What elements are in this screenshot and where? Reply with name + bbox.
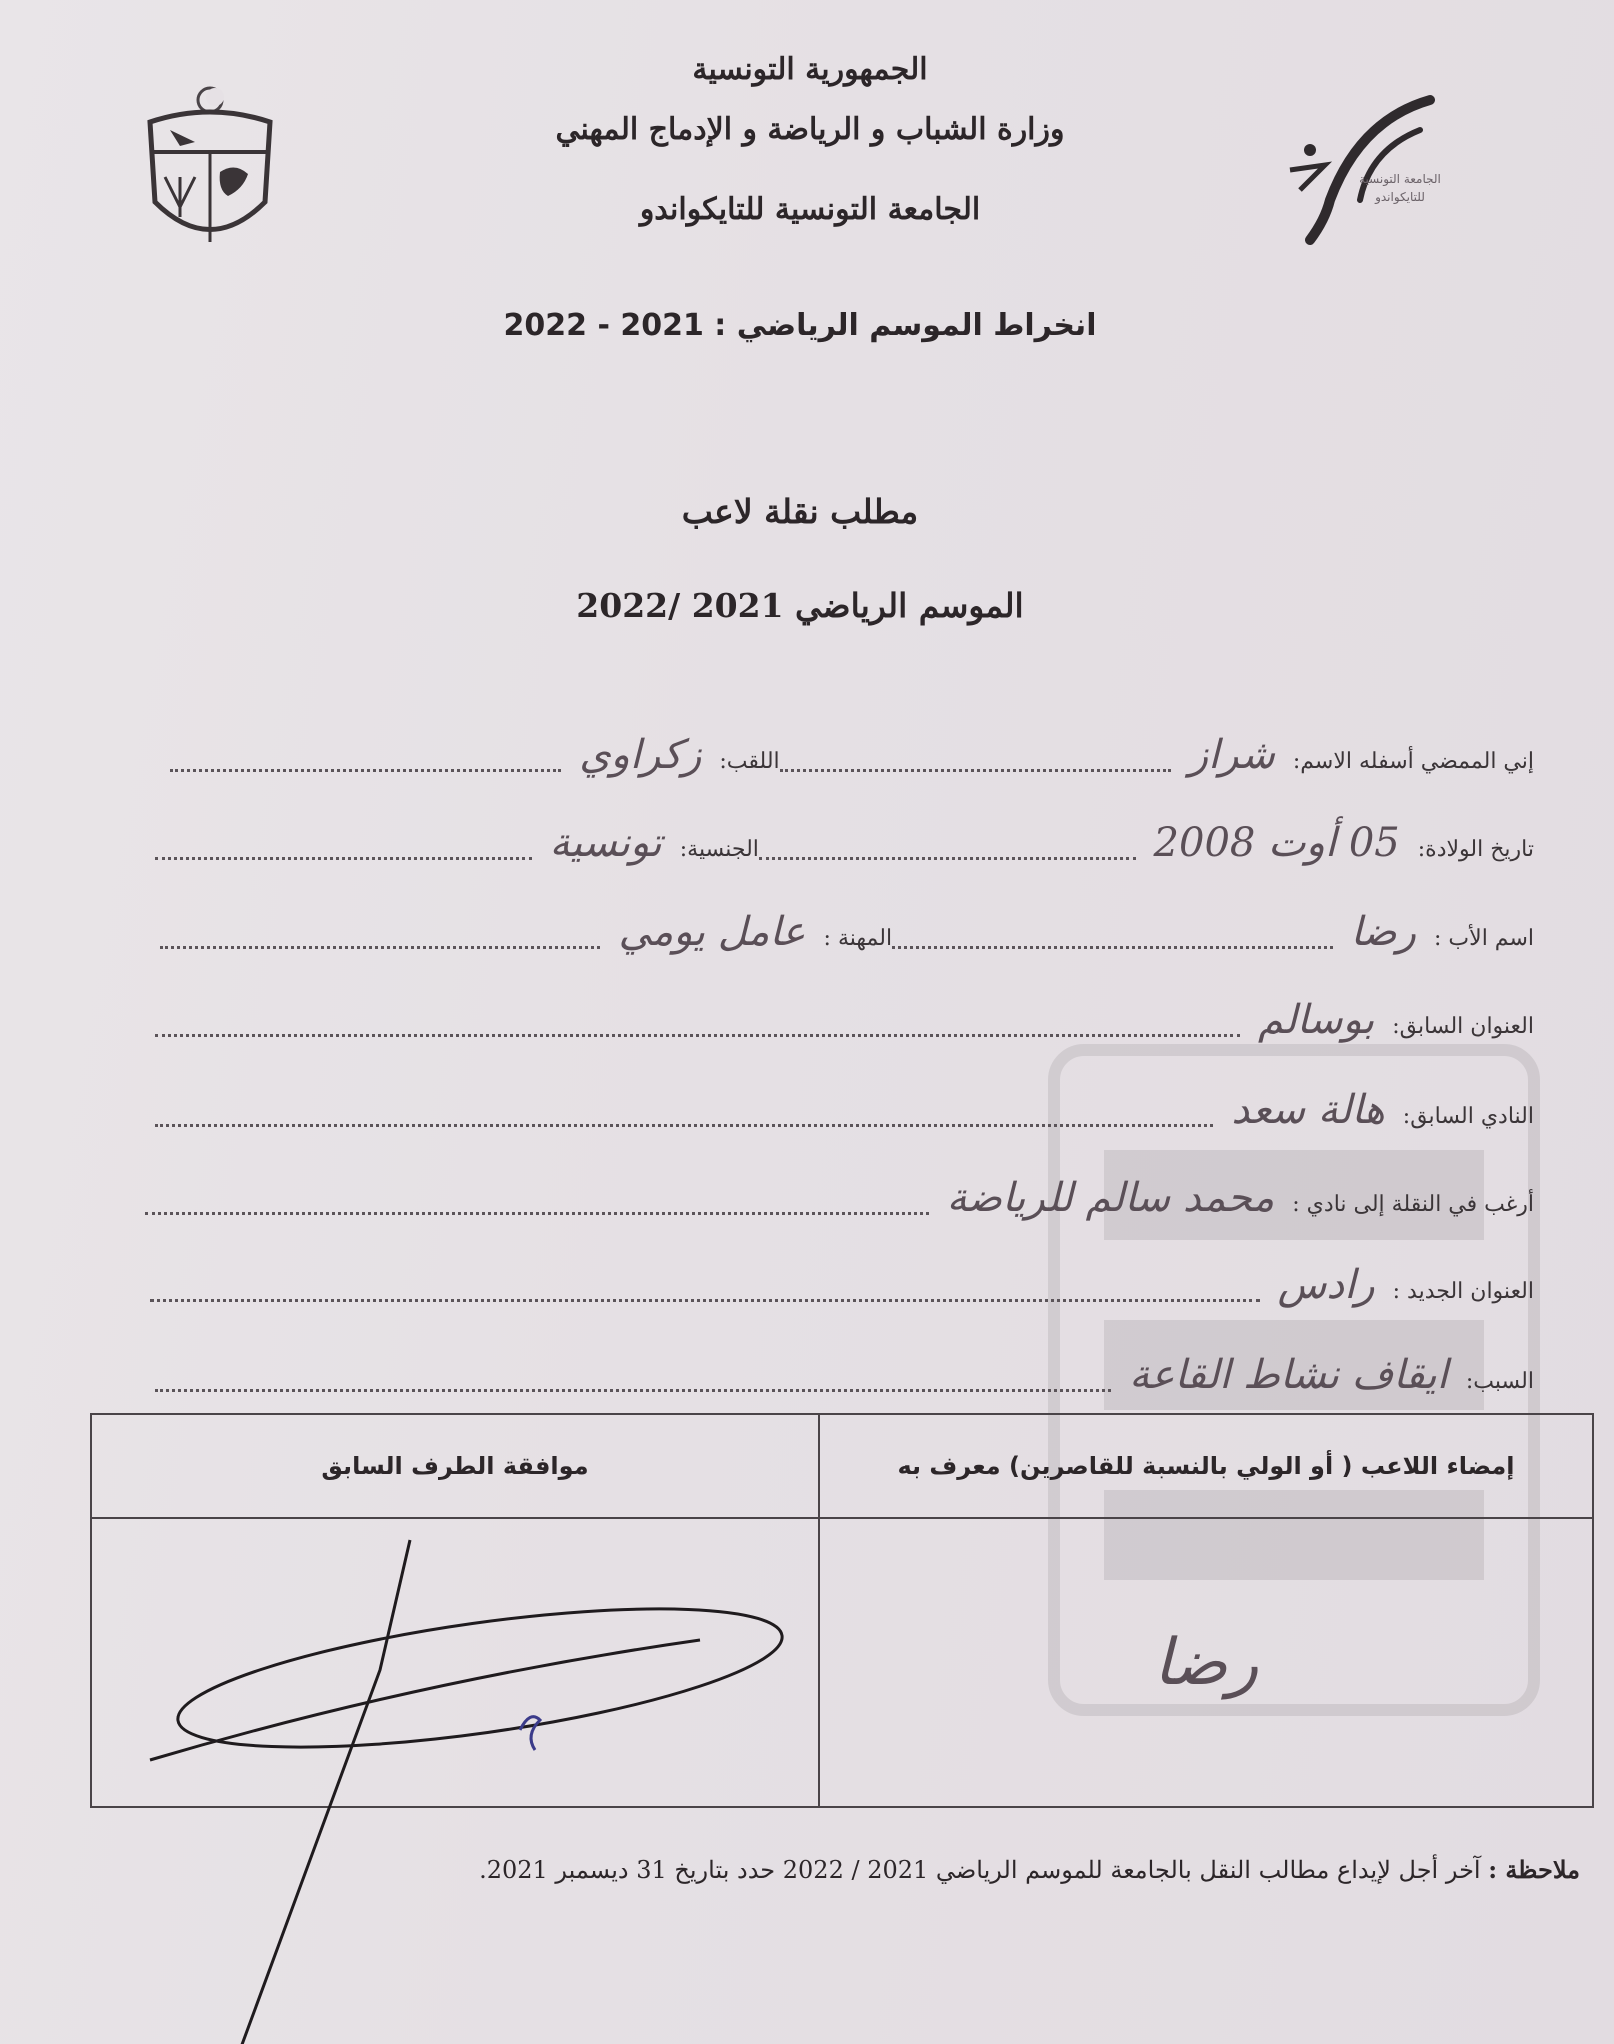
federation-logo-text: الجامعة التونسية للتايكواندو <box>1359 172 1441 204</box>
father-name-value[interactable]: رضا <box>1350 909 1417 955</box>
membership-season: انخراط الموسم الرياضي : 2021 - 2022 <box>503 308 1097 343</box>
player-signature-value: رضا <box>1153 1625 1259 1700</box>
first-name-value[interactable]: شراز <box>1188 732 1275 778</box>
form-season: الموسم الرياضي 2021 /2022 <box>576 586 1024 625</box>
nationality-value[interactable]: تونسية <box>549 820 662 866</box>
transfer-club-value[interactable]: محمد سالم للرياضة <box>946 1175 1275 1221</box>
profession-value[interactable]: عامل يومي <box>618 909 806 955</box>
name-row <box>170 720 1534 780</box>
profession-label: المهنة : <box>823 926 893 951</box>
birth-date-value[interactable]: 05 أوت 2008 <box>1153 820 1400 866</box>
previous-address-label: العنوان السابق: <box>1392 1014 1534 1039</box>
header-republic: الجمهورية التونسية <box>692 52 928 87</box>
first-name-label: إني الممضي أسفله الاسم: <box>1292 749 1534 774</box>
new-address-value[interactable]: رادس <box>1277 1262 1375 1308</box>
coat-of-arms-icon <box>140 82 280 262</box>
previous-club-value[interactable]: هالة سعد <box>1231 1087 1385 1133</box>
last-name-value[interactable]: زكراوي <box>579 732 702 778</box>
previous-party-approval-cell[interactable] <box>91 1518 819 1807</box>
transfer-club-row <box>145 1163 1534 1223</box>
previous-address-value[interactable]: بوسالم <box>1257 997 1375 1043</box>
new-address-row <box>150 1250 1534 1310</box>
note-text: آخر أجل لإيداع مطالب النقل بالجامعة للموسم الرياضي 2021 / 2022 حدد بتاريخ 31 ديسمبر 2021. <box>479 1856 1481 1884</box>
transfer-club-label: أرغب في النقلة إلى نادي : <box>1292 1192 1534 1217</box>
header-federation: الجامعة التونسية للتايكواندو <box>639 192 981 227</box>
note-label: ملاحظة : <box>1488 1855 1580 1884</box>
new-address-label: العنوان الجديد : <box>1392 1279 1534 1304</box>
last-name-label: اللقب: <box>719 749 780 774</box>
previous-party-header: موافقة الطرف السابق <box>91 1414 819 1518</box>
player-signature-header: إمضاء اللاعب ( أو الولي بالنسبة للقاصرين) معرف به <box>819 1414 1593 1518</box>
reason-row <box>155 1340 1534 1400</box>
nationality-label: الجنسية: <box>679 837 759 862</box>
previous-address-row <box>155 985 1534 1045</box>
reason-label: السبب: <box>1465 1369 1534 1394</box>
birth-date-label: تاريخ الولادة: <box>1417 837 1534 862</box>
header-ministry: وزارة الشباب و الرياضة و الإدماج المهني <box>555 112 1065 147</box>
player-signature-cell[interactable] <box>819 1518 1593 1807</box>
father-name-label: اسم الأب : <box>1434 926 1534 951</box>
father-row <box>160 897 1534 957</box>
birth-row <box>155 808 1534 868</box>
signature-table <box>90 1413 1594 1808</box>
reason-value[interactable]: ايقاف نشاط القاعة <box>1129 1352 1448 1398</box>
previous-club-label: النادي السابق: <box>1402 1104 1534 1129</box>
previous-club-row <box>155 1075 1534 1135</box>
deadline-note <box>220 1842 1580 1898</box>
form-title: مطلب نقلة لاعب <box>681 492 919 531</box>
